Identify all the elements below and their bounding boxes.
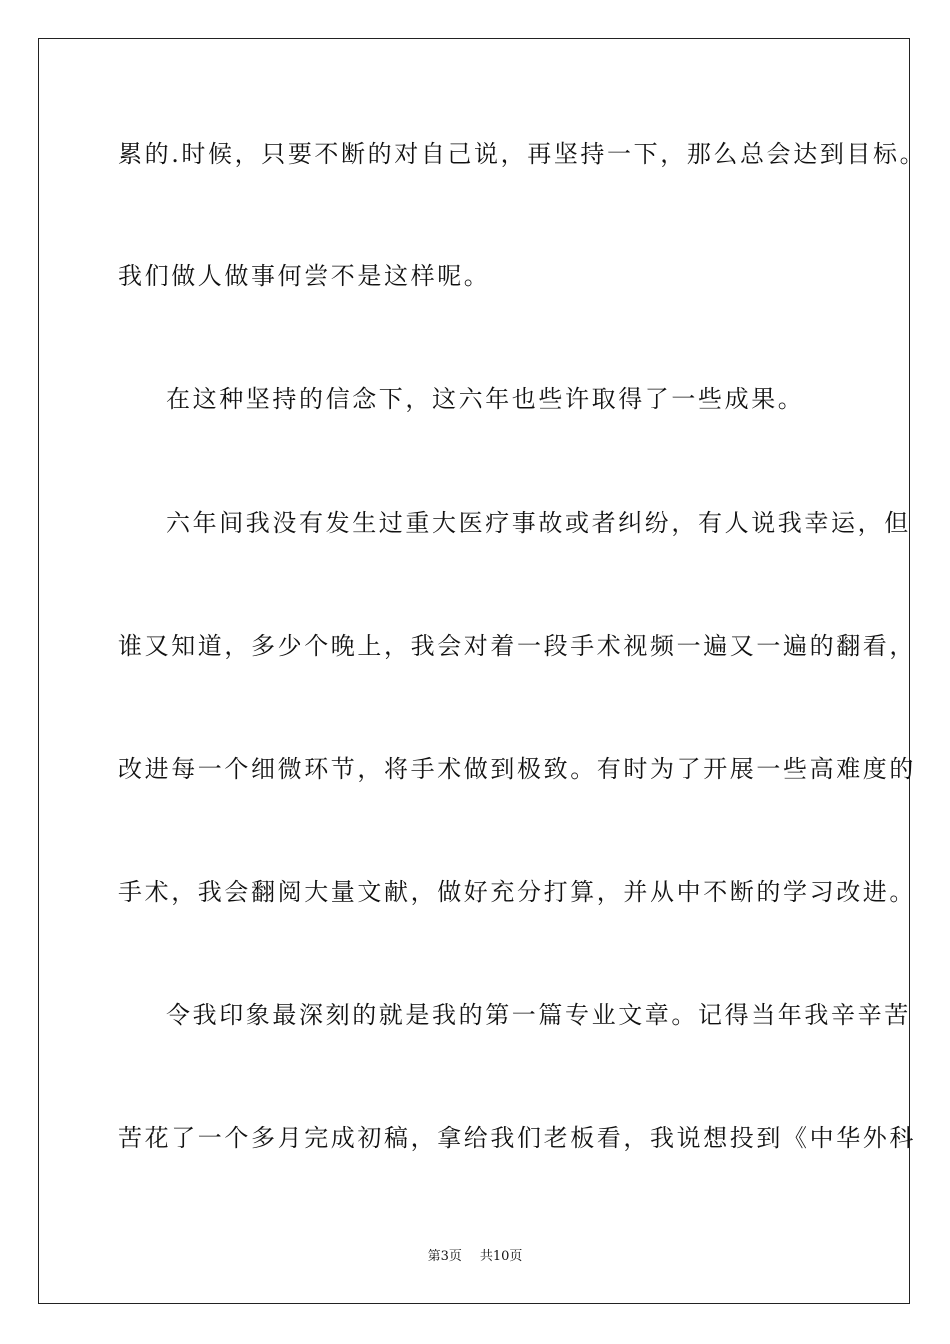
page-number: 第3页 <box>427 1249 462 1264</box>
body-text-line-5: 谁又知道，多少个晚上，我会对着一段手术视频一遍又一遍的翻看， <box>118 632 916 660</box>
body-text-line-3: 在这种坚持的信念下，这六年也些许取得了一些成果。 <box>166 385 805 413</box>
body-text-line-2: 我们做人做事何尝不是这样呢。 <box>118 262 491 290</box>
body-text-line-1: 累的.时候，只要不断的对自己说，再坚持一下，那么总会达到目标。 <box>118 140 927 168</box>
body-text-line-4: 六年间我没有发生过重大医疗事故或者纠纷，有人说我幸运，但 <box>166 509 911 537</box>
page-border <box>38 38 910 1304</box>
page-footer <box>0 1248 950 1266</box>
body-text-line-9: 苦花了一个多月完成初稿，拿给我们老板看，我说想投到《中华外科 <box>118 1124 916 1152</box>
body-text-line-7: 手术，我会翻阅大量文献，做好充分打算，并从中不断的学习改进。 <box>118 878 916 906</box>
total-pages: 共10页 <box>479 1249 523 1264</box>
body-text-line-6: 改进每一个细微环节，将手术做到极致。有时为了开展一些高难度的 <box>118 755 916 783</box>
body-text-line-8: 令我印象最深刻的就是我的第一篇专业文章。记得当年我辛辛苦 <box>166 1001 911 1029</box>
